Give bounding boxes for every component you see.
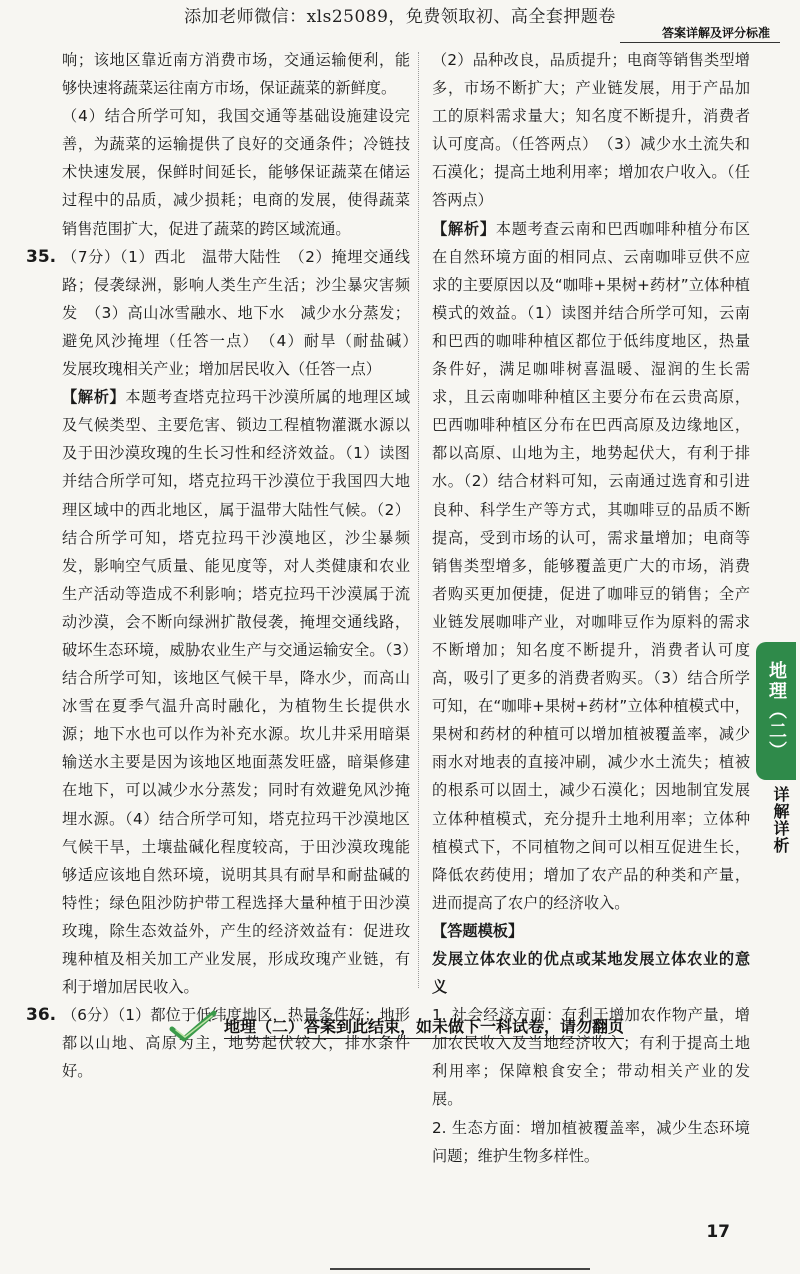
column-divider	[418, 52, 419, 988]
subject-tab: 地理（二）	[756, 642, 796, 780]
end-note	[168, 1008, 648, 1044]
answer-text: （6分）（1）都位于低纬度地区，热量条件好；地形都以山地、高原为主，地势起伏较大，排水条件好。	[62, 1006, 410, 1081]
checkmark-icon	[168, 1009, 218, 1043]
analysis-text: 本题考查塔克拉玛干沙漠所属的地理区域及气候类型、主要危害、锁边工程植物灌溉水源以及于田沙漠玫瑰的生长习性和经济效益。（1）读图并结合所学可知，塔克拉玛干沙漠位于我国四大地理区域中的西北地区，属于温带大陆性气候。（2）结合所学可知，塔克拉玛干沙漠地区，沙尘暴频发，影响空气质量、能见度等，对人类健康和农业生产活动等造成不利影响；塔克拉玛干沙漠属于流动沙漠，会不断向绿洲扩散侵袭，掩埋交通线路，破坏生态环境，威胁农业生产与交通运输安全。（3）结合所学可知，该地区气候干旱，降水少，而高山冰雪在夏季气温升高时融化，为植物生长提供水源；地下水也可以作为补充水源。坎儿井采用暗渠输送水主要是因为该地区地面蒸发旺盛，暗渠修建在地下，可以减少水分蒸发；同时有效避免风沙掩埋水源。（4）结合所学可知，塔克拉玛干沙漠地区气候干旱，土壤盐碱化程度较高，于田沙漠玫瑰能够适应该地自然环境，说明其具有耐旱和耐盐碱的特性；绿色阻沙防护带工程选择大量种植于田沙漠玫瑰，除生态效益外，产生的经济效益有：促进玫瑰种植及相关加工产业发展，形成玫瑰产业链，有利于增加居民收入。	[62, 388, 411, 997]
subject-tab-sub: 详解详析	[771, 786, 790, 854]
analysis-text: 本题考查云南和巴西咖啡种植分布区在自然环境方面的相同点、云南咖啡豆供不应求的主要原因以及“咖啡+果树+药材”立体种植模式的效益。（1）读图并结合所学可知，云南和巴西的咖啡种植区都位于低纬度地区，热量条件好，满足咖啡树喜温暖、湿润的生长需求，且云南咖啡种植区主要分布在云贵高原，巴西咖啡种植区分布在巴西高原及边缘地区，都以高原、山地为主，地势起伏大，有利于排水。（2）结合材料可知，云南通过选育和引进良种、科学生产等方式，其咖啡豆的品质不断提高，受到市场的认可，需求量增加；电商等销售类型增多，能够覆盖更广大的市场，消费者购买更加便捷，促进了咖啡豆的销售；全产业链发展咖啡产业，对咖啡豆作为原料的需求不断增加；知名度不断提升，消费者认可度高，吸引了更多的消费者购买。（3）结合所学可知，在“咖啡+果树+药材”立体种植模式中，果树和药材的种植可以增加植被覆盖率，减少雨水对地表的直接冲刷，减少水土流失；植被的根系可以固土，减少石漠化；因地制宜发展立体种植模式，充分提升土地利用率；立体种植模式下，不同植物之间可以相互促进生长，降低农药使用；增加了农产品的种类和产量，进而提高了农户的经济收入。	[432, 219, 750, 912]
header-rule	[620, 42, 780, 43]
template-label: 【答题模板】	[432, 921, 524, 940]
end-note-text: 地理（二）答案到此结束，如未做下一科试卷，请勿翻页	[224, 1014, 624, 1039]
template-item: 2. 生态方面：增加植被覆盖率，减少生态环境问题；维护生物多样性。	[432, 1118, 750, 1165]
template-title: 发展立体农业的优点或某地发展立体农业的意义	[432, 950, 750, 997]
page-number: 17	[706, 1222, 730, 1242]
question-number: 35.	[26, 246, 57, 267]
answer-text: （7分）（1）西北 温带大陆性 （2）掩埋交通线路；侵袭绿洲，影响人类生产生活；沙尘暴灾害频发 （3）高山冰雪融水、地下水 减少水分蒸发；避免风沙掩埋（任答一点） （4）耐旱（耐盐碱） 发展玫瑰相关产业；增加居民收入（任答一点）	[62, 247, 426, 379]
analysis-label: 【解析】	[62, 388, 126, 407]
watermark: 添加老师微信：xls25089，免费领取初、高全套押题卷	[184, 7, 616, 27]
analysis-label: 【解析】	[432, 219, 496, 238]
paragraph: （4）结合所学可知，我国交通等基础设施建设完善，为蔬菜的运输提供了良好的交通条件；冷链技术快速发展，保鲜时间延长，能够保证蔬菜在储运过程中的品质，减少损耗；电商的发展，使得蔬菜销售范围扩大，促进了蔬菜的跨区域流通。	[62, 107, 410, 238]
bottom-rule	[330, 1268, 590, 1270]
analysis	[62, 383, 410, 1001]
header-title: 答案详解及评分标准	[661, 26, 770, 40]
template-item: 1. 社会经济方面：有利于增加农作物产量，增加农民收入及当地经济收入；有利于提高土地利用率；保障粮食安全；带动相关产业的发展。	[432, 1006, 750, 1109]
analysis	[432, 215, 750, 917]
right-column	[432, 46, 750, 1170]
paragraph: （2）品种改良，品质提升；电商等销售类型增多，市场不断扩大；产业链发展，用于产品加工的原料需求量大；知名度不断提升，消费者认可度高。（任答两点） （3）减少水土流失和石漠化；提高土地利用率；增加农户收入。（任答两点）	[432, 51, 750, 210]
paragraph: 响；该地区靠近南方消费市场，交通运输便利，能够快速将蔬菜运往南方市场，保证蔬菜的新鲜度。	[62, 51, 410, 98]
question-35	[26, 243, 426, 383]
question-number: 36.	[26, 1005, 57, 1026]
